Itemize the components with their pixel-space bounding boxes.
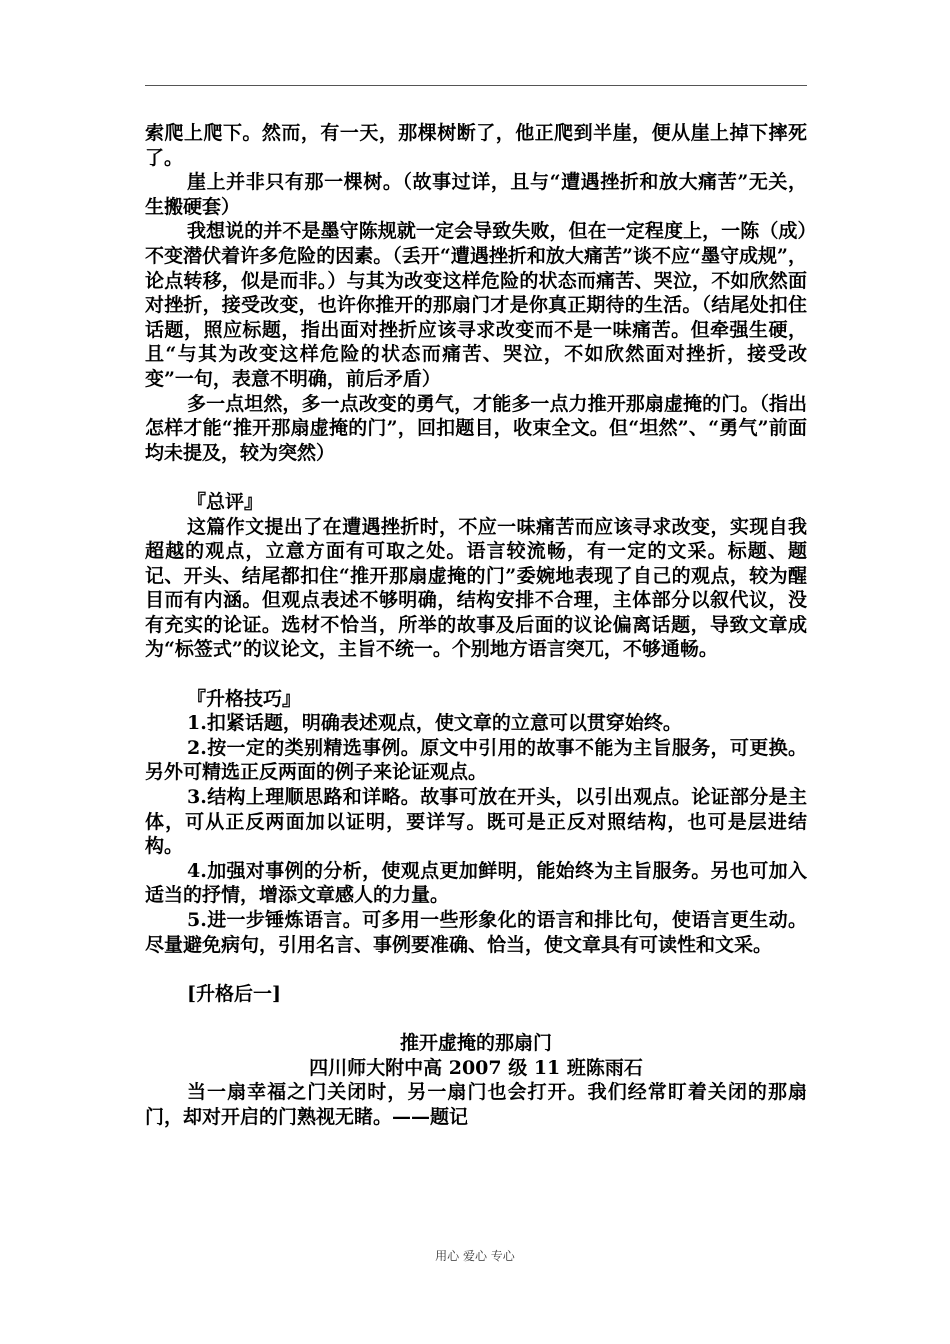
document-body xyxy=(145,121,807,1129)
essay-epigraph: 当一扇幸福之门关闭时，另一扇门也会打开。我们经常盯着关闭的那扇门，却对开启的门熟视无睹。——题记 xyxy=(145,1081,807,1128)
tip-item: 4.加强对事例的分析，使观点更加鲜明，能始终为主旨服务。另也可加入适当的抒情，增添文章感人的力量。 xyxy=(145,859,807,907)
paragraph: 索爬上爬下。然而，有一天，那棵树断了，他正爬到半崖，便从崖上掉下摔死了。 xyxy=(145,122,807,169)
tips-heading: 『升格技巧』 xyxy=(187,687,302,710)
tip-item: 2.按一定的类别精选事例。原文中引用的故事不能为主旨服务，可更换。另外可精选正反两面的例子来论证观点。 xyxy=(145,736,807,784)
review-text: 这篇作文提出了在遭遇挫折时，不应一味痛苦而应该寻求改变，实现自我超越的观点，立意方面有可取之处。语言较流畅，有一定的文采。标题、题记、开头、结尾都扣住“推开那扇虚掩的门”委婉地表现了自己的观点，较为醒目而有内涵。但观点表述不够明确，结构安排不合理，主体部分以叙代议，没有充实的论证。选材不恰当，所举的故事及后面的议论偏离话题，导致文章成为“标签式”的议论文，主旨不统一。个别地方语言突兀，不够通畅。 xyxy=(145,515,807,661)
tip-item: 1.扣紧话题，明确表述观点，使文章的立意可以贯穿始终。 xyxy=(187,712,682,735)
revised-heading: [升格后一] xyxy=(187,982,281,1005)
paragraph: 崖上并非只有那一棵树。（故事过详，且与“遭遇挫折和放大痛苦”无关，生搬硬套） xyxy=(145,171,807,218)
paragraph: 多一点坦然，多一点改变的勇气，才能多一点力推开那扇虚掩的门。（指出怎样才能“推开那扇虚掩的门”，回扣题目，收束全文。但“坦然”、“勇气”前面均未提及，较为突然） xyxy=(145,392,807,464)
essay-title: 推开虚掩的那扇门 xyxy=(399,1031,552,1054)
header-rule xyxy=(145,85,807,86)
tip-item: 3.结构上理顺思路和详略。故事可放在开头，以引出观点。论证部分是主体，可从正反两面加以证明，要详写。既可是正反对照结构，也可是层进结构。 xyxy=(145,786,807,858)
page-footer: 用心 爱心 专心 xyxy=(435,1249,515,1263)
essay-author: 四川师大附中高 2007 级 11 班陈雨石 xyxy=(309,1056,643,1079)
paragraph: 我想说的并不是墨守陈规就一定会导致失败，但在一定程度上，一陈（成）不变潜伏着许多危险的因素。（丢开“遭遇挫折和放大痛苦”谈不应“墨守成规”，论点转移，似是而非。）与其为改变这样危险的状态而痛苦、哭泣，不如欣然面对挫折，接受改变，也许你推开的那扇门才是你真正期待的生活。（结尾处扣住话题，照应标题，指出面对挫折应该寻求改变而不是一味痛苦。但牵强生硬，且“与其为改变这样危险的状态而痛苦、哭泣，不如欣然面对挫折，接受改变”一句，表意不明确，前后矛盾） xyxy=(145,220,807,390)
review-heading: 『总评』 xyxy=(187,490,264,513)
tip-item: 5.进一步锤炼语言。可多用一些形象化的语言和排比句，使语言更生动。尽量避免病句，引用名言、事例要准确、恰当，使文章具有可读性和文采。 xyxy=(145,909,807,956)
